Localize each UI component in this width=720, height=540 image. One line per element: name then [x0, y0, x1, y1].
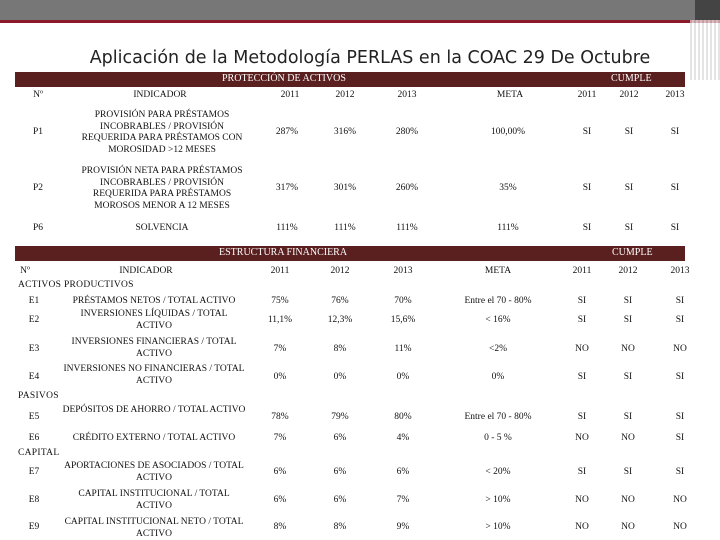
section1-band-title: PROTECCIÓN DE ACTIVOS — [222, 73, 346, 84]
group-activos-productivos: ACTIVOS PRODUCTIVOS — [18, 280, 134, 290]
row-v3: 11% — [394, 344, 412, 354]
row-c1: SI — [577, 315, 587, 325]
row-indicator: DEPÓSITOS DE AHORRO / TOTAL ACTIVO — [62, 405, 246, 415]
row-indicator: PROVISIÓN NETA PARA PRÉSTAMOS INCOBRABLES / PROVISIÓN REQUERIDA PARA PRÉSTAMOS MOROSOS MENOR A 12 MESES — [81, 166, 243, 211]
row-c1: SI — [582, 183, 592, 193]
header-cumple-2: 2012 — [619, 90, 639, 100]
row-v1: 78% — [271, 412, 289, 422]
row-c3: SI — [675, 372, 685, 382]
row-v1: 11,1% — [267, 315, 293, 325]
header-no: Nº — [33, 90, 43, 100]
row-v1: 111% — [276, 223, 298, 233]
row-c2: SI — [623, 296, 633, 306]
row-v3: 6% — [396, 467, 410, 477]
row-c3: SI — [675, 412, 685, 422]
row-v1: 6% — [273, 495, 287, 505]
row-id: E1 — [28, 296, 40, 306]
row-v1: 6% — [273, 467, 287, 477]
row-c2: NO — [621, 433, 635, 443]
row-meta: 0 - 5 % — [484, 433, 512, 443]
row-id: P1 — [32, 127, 44, 137]
row-v3: 260% — [395, 183, 419, 193]
row-id: E3 — [28, 344, 40, 354]
header-year-2: 2012 — [335, 90, 355, 100]
header-year-3: 2013 — [397, 90, 417, 100]
header-no: Nº — [20, 266, 30, 276]
header-cumple-3: 2013 — [665, 90, 685, 100]
header-cumple-2: 2012 — [618, 266, 638, 276]
row-v1: 0% — [273, 372, 287, 382]
section2-band-title: ESTRUCTURA FINANCIERA — [219, 247, 348, 258]
row-meta: < 20% — [485, 467, 511, 477]
row-indicator: INVERSIONES LÍQUIDAS / TOTAL ACTIVO — [80, 309, 228, 331]
row-meta: Entre el 70 - 80% — [464, 412, 532, 422]
row-c2: SI — [623, 315, 633, 325]
row-v3: 7% — [396, 495, 410, 505]
row-v1: 317% — [275, 183, 299, 193]
row-indicator: SOLVENCIA — [135, 223, 189, 233]
header-meta: META — [484, 266, 512, 276]
group-pasivos: PASIVOS — [18, 391, 59, 401]
row-meta: 100,00% — [490, 127, 526, 137]
row-meta: <2% — [488, 344, 508, 354]
row-c3: NO — [673, 344, 687, 354]
section2-band-cumple: CUMPLE — [612, 247, 653, 258]
row-v3: 9% — [396, 522, 410, 532]
row-v3: 80% — [394, 412, 412, 422]
row-v3: 280% — [395, 127, 419, 137]
row-v3: 0% — [396, 372, 410, 382]
row-id: E2 — [28, 315, 40, 325]
row-v2: 0% — [333, 372, 347, 382]
row-meta: > 10% — [485, 495, 511, 505]
header-meta: META — [496, 90, 524, 100]
header-indicator: INDICADOR — [119, 266, 173, 276]
row-meta: < 16% — [485, 315, 511, 325]
row-meta: 0% — [491, 372, 505, 382]
row-c3: SI — [675, 433, 685, 443]
top-bar — [0, 0, 720, 20]
row-indicator: CRÉDITO EXTERNO / TOTAL ACTIVO — [72, 433, 236, 443]
header-cumple-1: 2011 — [572, 266, 592, 276]
row-c1: SI — [577, 372, 587, 382]
row-c1: SI — [577, 296, 587, 306]
row-c2: SI — [624, 223, 634, 233]
header-indicator: INDICADOR — [133, 90, 187, 100]
row-indicator: CAPITAL INSTITUCIONAL NETO / TOTAL ACTIVO — [64, 517, 244, 539]
row-v2: 111% — [334, 223, 356, 233]
row-meta: Entre el 70 - 80% — [464, 296, 532, 306]
row-v2: 6% — [333, 467, 347, 477]
row-c1: NO — [575, 344, 589, 354]
row-c3: NO — [673, 522, 687, 532]
row-c1: NO — [575, 433, 589, 443]
row-indicator: APORTACIONES DE ASOCIADOS / TOTAL ACTIVO — [64, 461, 244, 483]
row-c3: SI — [675, 296, 685, 306]
row-c2: SI — [623, 467, 633, 477]
row-v2: 301% — [333, 183, 357, 193]
top-bar-corner — [695, 0, 720, 20]
row-v2: 76% — [331, 296, 349, 306]
row-id: E9 — [28, 522, 40, 532]
row-v2: 8% — [333, 522, 347, 532]
row-v1: 8% — [273, 522, 287, 532]
row-c1: SI — [582, 127, 592, 137]
row-meta: > 10% — [485, 522, 511, 532]
row-c2: NO — [621, 495, 635, 505]
row-v3: 111% — [396, 223, 418, 233]
page-title: Aplicación de la Metodología PERLAS en la COAC 29 De Octubre — [89, 48, 651, 68]
section2-band — [15, 246, 685, 261]
row-indicator: INVERSIONES NO FINANCIERAS / TOTAL ACTIVO — [63, 364, 245, 386]
row-v2: 12,3% — [327, 315, 353, 325]
header-year-2: 2012 — [330, 266, 350, 276]
row-v2: 79% — [331, 412, 349, 422]
row-c1: NO — [575, 495, 589, 505]
row-c2: SI — [624, 127, 634, 137]
row-c3: NO — [673, 495, 687, 505]
row-c1: SI — [577, 412, 587, 422]
header-cumple-1: 2011 — [577, 90, 597, 100]
row-v3: 70% — [394, 296, 412, 306]
row-meta: 35% — [499, 183, 517, 193]
header-year-1: 2011 — [270, 266, 290, 276]
row-c3: SI — [670, 183, 680, 193]
row-id: E5 — [28, 412, 40, 422]
row-c3: SI — [675, 315, 685, 325]
row-v1: 287% — [275, 127, 299, 137]
header-year-3: 2013 — [393, 266, 413, 276]
row-v2: 6% — [333, 495, 347, 505]
row-c2: SI — [623, 372, 633, 382]
header-year-1: 2011 — [280, 90, 300, 100]
row-c2: SI — [623, 412, 633, 422]
row-c2: NO — [621, 522, 635, 532]
row-c2: SI — [624, 183, 634, 193]
row-c1: SI — [577, 467, 587, 477]
row-c1: NO — [575, 522, 589, 532]
row-meta: 111% — [497, 223, 519, 233]
row-indicator: PRÉSTAMOS NETOS / TOTAL ACTIVO — [72, 296, 236, 306]
row-v1: 7% — [273, 433, 287, 443]
row-v2: 8% — [333, 344, 347, 354]
row-c3: SI — [670, 127, 680, 137]
top-accent-line — [0, 20, 720, 23]
row-id: E7 — [28, 467, 40, 477]
header-cumple-3: 2013 — [670, 266, 690, 276]
row-v3: 15,6% — [390, 315, 416, 325]
row-v1: 75% — [271, 296, 289, 306]
row-id: P2 — [32, 183, 44, 193]
section1-band-cumple: CUMPLE — [611, 73, 652, 84]
row-id: P6 — [32, 223, 44, 233]
row-id: E4 — [28, 372, 40, 382]
row-indicator: CAPITAL INSTITUCIONAL / TOTAL ACTIVO — [78, 489, 230, 511]
row-c3: SI — [675, 467, 685, 477]
row-v2: 316% — [333, 127, 357, 137]
row-id: E8 — [28, 495, 40, 505]
row-v3: 4% — [396, 433, 410, 443]
group-capital: CAPITAL — [18, 448, 60, 458]
row-v1: 7% — [273, 344, 287, 354]
row-c3: SI — [670, 223, 680, 233]
row-v2: 6% — [333, 433, 347, 443]
row-id: E6 — [28, 433, 40, 443]
row-indicator: PROVISIÓN PARA PRÉSTAMOS INCOBRABLES / PROVISIÓN REQUERIDA PARA PRÉSTAMOS CON MOROSIDAD >12 MESES — [81, 110, 243, 155]
section1-band — [15, 72, 685, 87]
row-indicator: INVERSIONES FINANCIERAS / TOTAL ACTIVO — [71, 337, 237, 359]
row-c1: SI — [582, 223, 592, 233]
row-c2: NO — [621, 344, 635, 354]
